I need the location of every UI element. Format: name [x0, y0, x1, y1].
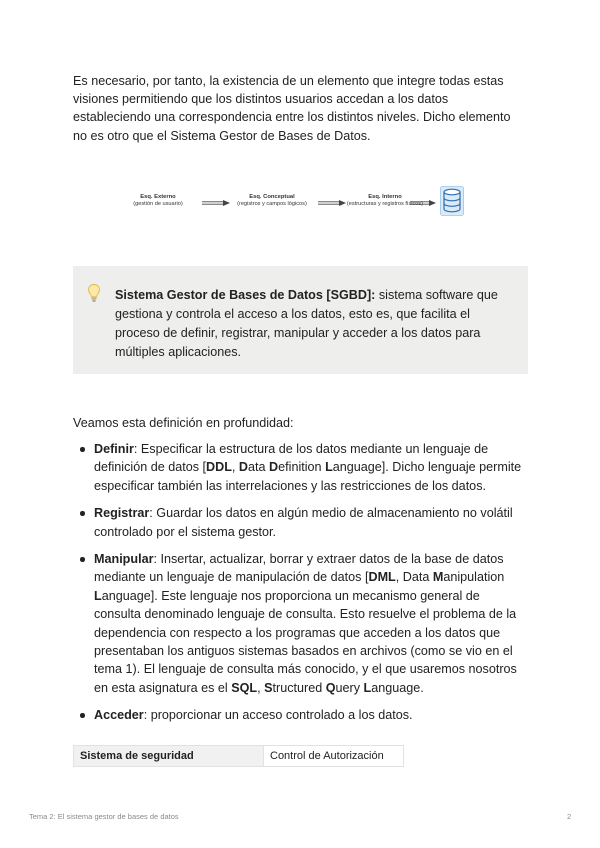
arrow-icon: [202, 200, 230, 206]
definir-text: : Especificar la estructura de los datos mediante un lenguaje de definición de datos [: [94, 442, 489, 475]
external-schema-box: [118, 194, 198, 207]
manipular-bold: M: [432, 570, 444, 585]
manipular-bold: SQL: [231, 680, 258, 695]
external-schema-subtitle: (gestión de usuario): [133, 200, 183, 207]
lightbulb-icon: [87, 283, 101, 303]
manipular-bold: L: [363, 680, 372, 695]
definir-bold: D: [238, 460, 249, 475]
list-item-definir: [73, 440, 528, 495]
manipular-text: , Data: [395, 570, 433, 585]
manipular-text: tructured: [272, 680, 326, 695]
page-number: 2: [567, 812, 572, 821]
security-table: [73, 745, 404, 767]
manipular-bold: DML: [368, 570, 396, 585]
manipular-text: ,: [257, 680, 265, 695]
section-intro: Veamos esta definición en profundidad:: [73, 416, 294, 430]
manipular-text: anguage]. Este lenguaje nos proporciona un mecanismo general de consulta denominado lenguaje de consulta. Esto resuelve el problema de la dependencia con respecto a los programas que acceden a los datos que presentaban los antiguos sistemas basados en archivos (como se vio en el tema 1). El lenguaje de consulta más conocido, y el que usaremos nosotros en esta asignatura es el: [94, 588, 517, 695]
manipular-text: : Insertar, actualizar, borrar y extraer datos de la base de datos mediante un lenguaje de manipulación de datos [: [94, 552, 504, 585]
internal-schema-subtitle: (estructuras y registros físicos): [346, 200, 424, 207]
list-item-registrar: [73, 504, 528, 541]
conceptual-schema-box: [232, 194, 312, 207]
term-definir: Definir: [94, 442, 134, 456]
list-item-manipular: [73, 550, 528, 697]
term-manipular: Manipular: [94, 552, 154, 567]
table-cell: Sistema de seguridad: [74, 746, 264, 767]
footer-title: Tema 2: El sistema gestor de bases de datos: [29, 812, 179, 821]
callout-body: sistema software que gestiona y controla el acceso a los datos, esto es, que facilita el proceso de definir, registrar, manipular y acceder a los datos para múltiples aplicaciones.: [115, 288, 498, 359]
intro-paragraph: Es necesario, por tanto, la existencia de un elemento que integre todas estas visiones permitiendo que los distintos usuarios accedan a los datos estableciendo una correspondencia entre los distintos niveles. Dicho elemento no es otro que el Sistema Gestor de Bases de Datos.: [73, 74, 511, 143]
manipular-bold: L: [94, 588, 102, 603]
list-item-acceder: [73, 706, 528, 724]
manipular-text: anguage.: [371, 680, 424, 695]
table-cell: Control de Autorización: [264, 746, 404, 767]
definir-text: anguage]. Dicho lenguaje permite especificar también las interrelaciones y las restricciones de los datos.: [94, 460, 522, 493]
definition-list: [73, 440, 528, 734]
arrow-icon: [318, 200, 346, 206]
definir-bold: DDL: [206, 460, 232, 475]
definir-text: ata: [248, 460, 270, 475]
registrar-text: : Guardar los datos en algún medio de almacenamiento no volátil controlado por el sistema gestor.: [94, 506, 513, 539]
callout-text: [115, 286, 510, 362]
definition-callout: [73, 266, 528, 374]
database-icon: [440, 186, 464, 216]
external-schema-title: Esq. Externo: [140, 194, 176, 200]
manipular-bold: Q: [325, 680, 336, 695]
arrow-icon: [410, 200, 436, 206]
definir-bold: D: [269, 460, 279, 475]
conceptual-schema-title: Esq. Conceptual: [249, 194, 295, 200]
manipular-bold: S: [264, 680, 273, 695]
table-row: [74, 746, 404, 767]
conceptual-schema-subtitle: (registros y campos lógicos): [237, 200, 307, 207]
definir-text: ,: [231, 460, 239, 475]
manipular-text: uery: [335, 680, 364, 695]
acceder-text: : proporcionar un acceso controlado a los datos.: [143, 708, 413, 723]
definir-text: efinition: [278, 460, 326, 475]
definir-bold: L: [325, 460, 333, 475]
term-registrar: Registrar: [94, 506, 150, 521]
architecture-diagram: [118, 184, 478, 220]
manipular-text: anipulation: [443, 570, 505, 585]
callout-term: Sistema Gestor de Bases de Datos [SGBD]:: [115, 288, 376, 302]
term-acceder: Acceder: [94, 708, 144, 723]
internal-schema-title: Esq. Interno: [368, 194, 402, 200]
